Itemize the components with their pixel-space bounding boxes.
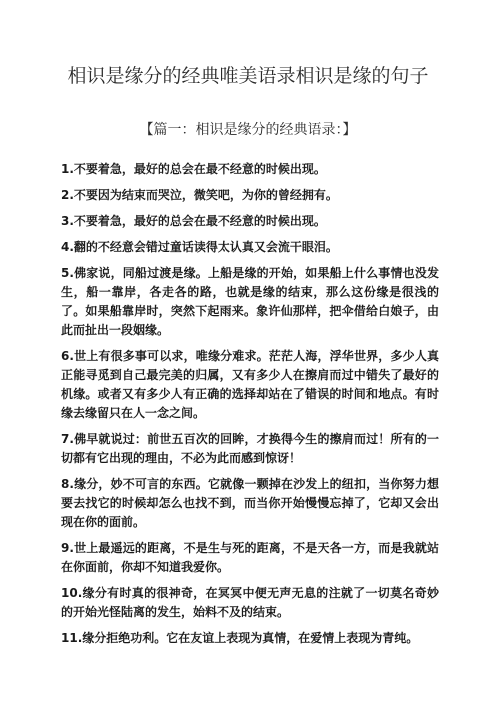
list-item	[61, 160, 439, 179]
list-item	[61, 238, 439, 257]
list-item-text: 10.缘分有时真的很神奇，在冥冥中便无声无息的注就了一切莫名奇妙的开始光怪陆离的发生，始料不及的结束。	[61, 586, 439, 619]
list-item-text: 5.佛家说，同船过渡是缘。上船是缘的开始，如果船上什么事情也没发生，船一靠岸，各走各的路，也就是缘的结束，那么这份缘是很浅的了。如果船靠岸时，突然下起雨来。象许仙那样，把伞借给白娘子，由此而扯出一段姻缘。	[61, 266, 439, 337]
list-item	[61, 629, 439, 648]
list-item-text: 1.不要着急，最好的总会在最不经意的时候出现。	[61, 162, 326, 176]
document-title: 相识是缘分的经典唯美语录相识是缘的句子	[67, 65, 429, 87]
list-item	[61, 347, 439, 423]
list-item-text: 9.世上最遥远的距离，不是生与死的距离，不是天各一方，而是我就站在你面前，你却不知道我爱你。	[61, 541, 439, 574]
list-item-text: 11.缘分拒绝功利。它在友谊上表现为真情，在爱情上表现为青纯。	[61, 631, 419, 645]
list-item	[61, 430, 439, 468]
list-item	[61, 186, 439, 205]
list-item-text: 3.不要着急，最好的总会在最不经意的时候出现。	[61, 214, 326, 228]
section-heading: 【篇一：相识是缘分的经典语录：】	[139, 122, 357, 138]
list-item	[61, 264, 439, 340]
list-item	[61, 475, 439, 532]
list-item	[61, 212, 439, 231]
list-item-text: 8.缘分，妙不可言的东西。它就像一颗掉在沙发上的纽扣，当你努力想要去找它的时候却怎么也找不到，而当你开始慢慢忘掉了，它却又会出现在你的面前。	[61, 477, 439, 529]
list-item-text: 6.世上有很多事可以求，唯缘分难求。茫茫人海，浮华世界，多少人真正能寻觅到自己最完美的归属，又有多少人在擦肩而过中错失了最好的机缘。或者又有多少人有正确的选择却站在了错误的时间和地点。有时缘去缘留只在人一念之间。	[61, 349, 439, 420]
quote-list	[61, 160, 439, 655]
list-item-text: 4.翻的不经意会错过童话读得太认真又会流干眼泪。	[61, 240, 338, 254]
list-item	[61, 539, 439, 577]
list-item-text: 7.佛早就说过：前世五百次的回眸，才换得今生的擦肩而过！所有的一切都有它出现的理由，不必为此而感到惊讶！	[61, 432, 439, 465]
list-item-text: 2.不要因为结束而哭泣，微笑吧，为你的曾经拥有。	[61, 188, 338, 202]
list-item	[61, 584, 439, 622]
